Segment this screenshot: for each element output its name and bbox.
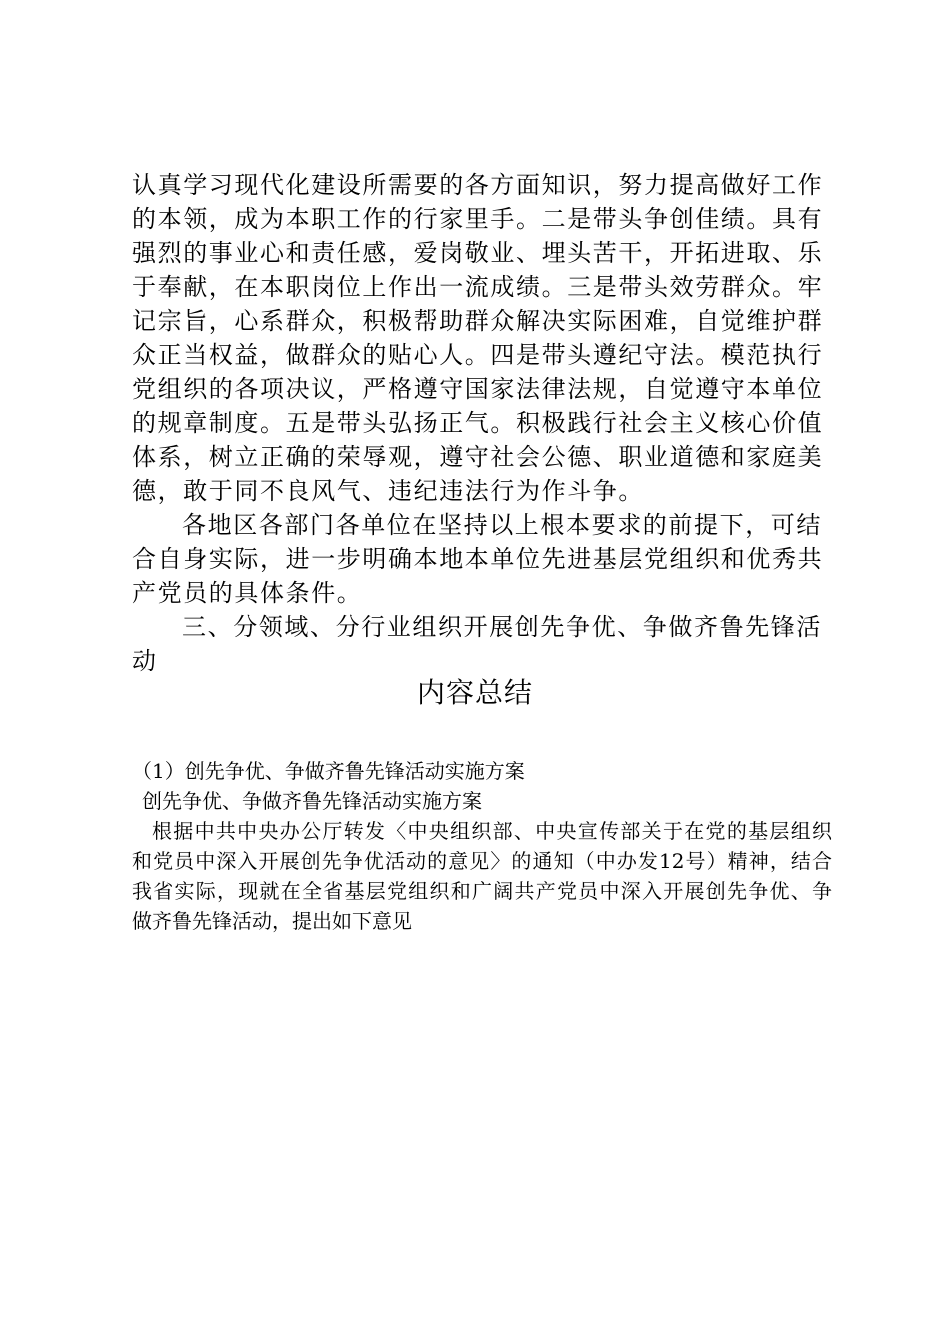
summary-line: 我省实际，现就在全省基层党组织和广阔共产党员中深入开展创先争优、争 bbox=[132, 879, 832, 903]
body-line: 强烈的事业心和责任感，爱岗敬业、埋头苦干，开拓进取、乐 bbox=[132, 239, 824, 267]
summary-title: 内容总结 bbox=[416, 676, 533, 709]
summary-line: 根据中共中央办公厅转发〈中央组织部、中央宣传部关于在党的基层组织 bbox=[152, 819, 832, 843]
body-line: 记宗旨，心系群众，积极帮助群众解决实际困难，自觉维护群 bbox=[132, 307, 824, 335]
body-line: 德，敢于同不良风气、违纪违法行为作斗争。 bbox=[132, 477, 644, 505]
section-heading-line: 动 bbox=[132, 647, 158, 675]
body-line: 于奉献，在本职岗位上作出一流成绩。三是带头效劳群众。牢 bbox=[132, 273, 824, 301]
summary-line: 做齐鲁先锋活动，提出如下意见 bbox=[132, 909, 412, 933]
body-text bbox=[132, 168, 822, 678]
summary-line: （1）创先争优、争做齐鲁先锋活动实施方案 bbox=[132, 759, 525, 783]
body-line: 产党员的具体条件。 bbox=[132, 579, 363, 607]
summary-text bbox=[132, 756, 832, 936]
body-line: 众正当权益，做群众的贴心人。四是带头遵纪守法。模范执行 bbox=[132, 341, 824, 369]
body-line: 合自身实际，进一步明确本地本单位先进基层党组织和优秀共 bbox=[132, 545, 824, 573]
summary-line: 和党员中深入开展创先争优活动的意见〉的通知（中办发12号）精神，结合 bbox=[132, 849, 832, 873]
body-line: 体系，树立正确的荣辱观，遵守社会公德、职业道德和家庭美 bbox=[132, 443, 824, 471]
section-heading-line: 三、分领域、分行业组织开展创先争优、争做齐鲁先锋活 bbox=[182, 613, 822, 641]
body-line: 的本领，成为本职工作的行家里手。二是带头争创佳绩。具有 bbox=[132, 205, 824, 233]
body-line: 党组织的各项决议，严格遵守国家法律法规，自觉遵守本单位 bbox=[132, 375, 824, 403]
body-line: 的规章制度。五是带头弘扬正气。积极践行社会主义核心价值 bbox=[132, 409, 824, 437]
body-line: 认真学习现代化建设所需要的各方面知识，努力提高做好工作 bbox=[132, 171, 824, 199]
summary-line: 创先争优、争做齐鲁先锋活动实施方案 bbox=[142, 789, 482, 813]
paragraph-start-line: 各地区各部门各单位在坚持以上根本要求的前提下，可结 bbox=[182, 511, 822, 539]
